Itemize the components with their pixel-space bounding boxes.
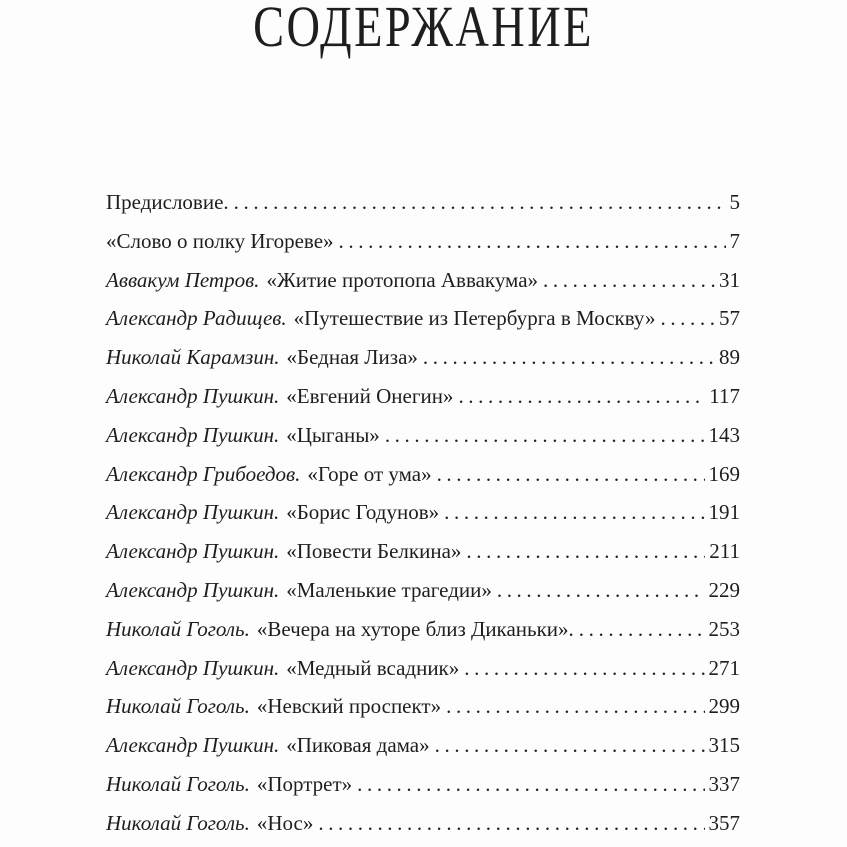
dot-leader (318, 804, 704, 843)
toc-entry-title: «Вечера на хуторе близ Диканьки». (256, 616, 574, 641)
toc-entry-page: 315 (708, 733, 740, 758)
dot-leader (543, 261, 715, 300)
toc-entry[interactable] (106, 455, 740, 494)
toc-entry-author: Николай Карамзин. (106, 345, 280, 370)
toc-entry-title: «Путешествие из Петербурга в Москву» (293, 306, 656, 331)
toc-entry-title: «Бедная Лиза» (286, 345, 418, 370)
toc-entry[interactable] (106, 687, 740, 726)
toc-entry-author: Александр Пушкин. (106, 422, 280, 447)
toc-entry-title: «Евгений Онегин» (286, 383, 454, 408)
toc-entry-page: 169 (708, 461, 740, 486)
toc-entry[interactable] (106, 726, 740, 765)
toc-entry-title: «Портрет» (256, 771, 353, 796)
toc-entry-title: «Повести Белкина» (286, 539, 462, 564)
toc-entry-page: 57 (719, 306, 740, 331)
toc-entry-author: Николай Гоголь. (106, 694, 250, 719)
dot-leader (466, 532, 705, 571)
toc-entry-author: Александр Пушкин. (106, 500, 280, 525)
toc-entry-title: «Нос» (256, 810, 314, 835)
toc-entry-title: «Невский проспект» (256, 694, 442, 719)
toc-entry-page: 299 (708, 694, 740, 719)
dot-leader (385, 416, 705, 455)
dot-leader (446, 687, 704, 726)
toc-entry-title: Предисловие. (106, 190, 229, 214)
toc-entry-author: Александр Пушкин. (106, 539, 280, 564)
toc-entry-page: 337 (708, 771, 740, 796)
toc-entry-author: Николай Гоголь. (106, 616, 250, 641)
toc-entry[interactable] (106, 610, 740, 649)
toc-entry[interactable] (106, 649, 740, 688)
toc-entry-page: 89 (719, 345, 740, 370)
toc-entry-author: Александр Пушкин. (106, 383, 280, 408)
toc-entry-page: 7 (729, 228, 740, 253)
dot-leader (435, 726, 705, 765)
dot-leader (437, 455, 705, 494)
toc-entry[interactable] (106, 377, 740, 416)
toc-entry-author: Александр Радищев. (106, 306, 287, 331)
toc-entry-page: 253 (708, 616, 740, 641)
toc-entry-page: 211 (709, 539, 740, 564)
toc-entry-title: «Пиковая дама» (286, 733, 430, 758)
dot-leader (234, 183, 726, 222)
dot-leader (497, 571, 705, 610)
toc-entry-author: Александр Пушкин. (106, 733, 280, 758)
toc-entry[interactable] (106, 222, 740, 261)
toc-entry-author: Николай Гоголь. (106, 771, 250, 796)
toc-entry[interactable] (106, 532, 740, 571)
dot-leader (423, 338, 715, 377)
dot-leader (579, 610, 705, 649)
toc-entry[interactable] (106, 416, 740, 455)
toc-entry-page: 191 (708, 500, 740, 525)
toc-entry-page: 229 (708, 577, 740, 602)
toc-entry-page: 357 (708, 810, 740, 835)
toc-entry-page: 143 (708, 422, 740, 447)
toc-entry-title: «Слово о полку Игореве» (106, 228, 334, 253)
toc-entry-title: «Цыганы» (286, 422, 380, 447)
toc-entry-title: «Маленькие трагедии» (286, 577, 492, 602)
toc-list (106, 183, 740, 843)
dot-leader (357, 765, 704, 804)
page-title: СОДЕРЖАНИЕ (253, 0, 594, 59)
toc-entry-title: «Медный всадник» (286, 655, 460, 680)
toc-entry[interactable] (106, 338, 740, 377)
toc-entry[interactable] (106, 493, 740, 532)
toc-entry-author: Аввакум Петров. (106, 267, 260, 292)
toc-entry[interactable] (106, 571, 740, 610)
toc-entry[interactable] (106, 804, 740, 843)
toc-entry-page: 271 (708, 655, 740, 680)
toc-entry-title: «Горе от ума» (307, 461, 432, 486)
toc-entry[interactable] (106, 183, 740, 222)
dot-leader (464, 649, 704, 688)
dot-leader (458, 377, 705, 416)
toc-entry-title: «Житие протопопа Аввакума» (266, 267, 539, 292)
dot-leader (444, 493, 704, 532)
toc-entry-author: Александр Пушкин. (106, 577, 280, 602)
toc-entry-author: Александр Грибоедов. (106, 461, 301, 486)
toc-entry[interactable] (106, 299, 740, 338)
toc-entry-page: 31 (719, 267, 740, 292)
toc-entry-author: Александр Пушкин. (106, 655, 280, 680)
toc-entry-page: 117 (709, 383, 740, 408)
toc-entry-author: Николай Гоголь. (106, 810, 250, 835)
toc-entry-title: «Борис Годунов» (286, 500, 440, 525)
toc-entry[interactable] (106, 765, 740, 804)
dot-leader (660, 299, 715, 338)
toc-entry[interactable] (106, 261, 740, 300)
dot-leader (339, 222, 726, 261)
toc-entry-page: 5 (729, 190, 740, 214)
